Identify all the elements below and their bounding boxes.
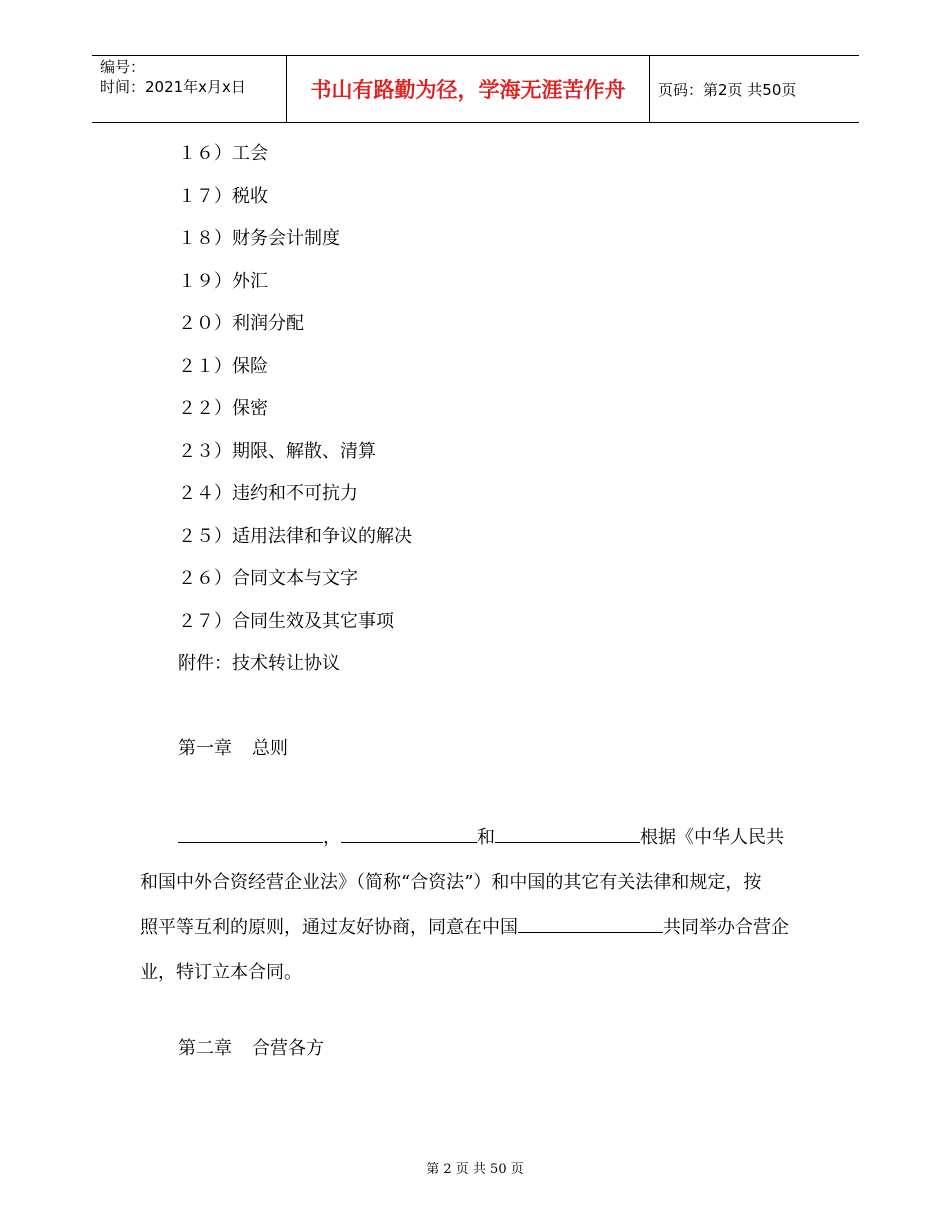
paragraph-line-2: 和国中外合资经营企业法》（简称“合资法”）和中国的其它有关法律和规定，按 [140, 872, 762, 893]
comma-separator: ， [323, 827, 341, 848]
paragraph-line-3 [140, 905, 815, 950]
preamble-paragraph [140, 815, 815, 995]
document-number-label: 编号： [100, 58, 146, 76]
toc-item: ２４）违约和不可抗力 [178, 483, 358, 504]
and-separator: 和 [477, 827, 495, 848]
header-meta [100, 57, 286, 97]
toc-item: ２０）利润分配 [178, 313, 304, 334]
chapter-2-heading [178, 1035, 324, 1063]
toc-item: ２３）期限、解散、清算 [178, 440, 376, 462]
toc-item: ２２）保密 [178, 398, 268, 419]
header-divider-right [649, 56, 650, 122]
paragraph-line-4: 业，特订立本合同。 [140, 962, 302, 983]
toc-item: １７）税收 [178, 185, 268, 207]
blank-line-party-a [178, 822, 323, 843]
paragraph-text: 共同举办合营企 [663, 917, 789, 938]
blank-line-party-c [495, 822, 640, 843]
chapter-1-number: 第一章 [178, 738, 232, 759]
toc-item: １９）外汇 [178, 270, 268, 292]
chapter-1-heading [178, 735, 288, 763]
toc-item: １８）财务会计制度 [178, 228, 340, 249]
blank-line-location [518, 912, 663, 933]
toc-item: ２６）合同文本与文字 [178, 568, 358, 589]
header-page-info: 页码：第2页 共50页 [658, 80, 797, 99]
page-header [92, 55, 859, 123]
paragraph-line-1 [140, 815, 815, 860]
table-of-contents [178, 140, 412, 693]
chapter-2-number: 第二章 [178, 1038, 232, 1059]
chapter-1-title: 总则 [252, 738, 288, 759]
toc-item: １６）工会 [178, 143, 268, 164]
document-time-label: 时间：2021年x月x日 [100, 78, 246, 96]
page-footer: 第 2 页 共 50 页 [426, 1162, 524, 1177]
header-motto: 书山有路勤为径，学海无涯苦作舟 [310, 78, 626, 102]
chapter-2-title: 合营各方 [252, 1038, 324, 1059]
toc-item: ２５）适用法律和争议的解决 [178, 525, 412, 547]
blank-line-party-b [341, 822, 477, 843]
toc-item-appendix: 附件：技术转让协议 [178, 653, 340, 674]
paragraph-text: 照平等互利的原则，通过友好协商，同意在中国 [140, 917, 518, 938]
toc-item: ２１）保险 [178, 355, 268, 377]
toc-item: ２７）合同生效及其它事项 [178, 610, 394, 632]
paragraph-text: 根据《中华人民共 [640, 827, 784, 848]
